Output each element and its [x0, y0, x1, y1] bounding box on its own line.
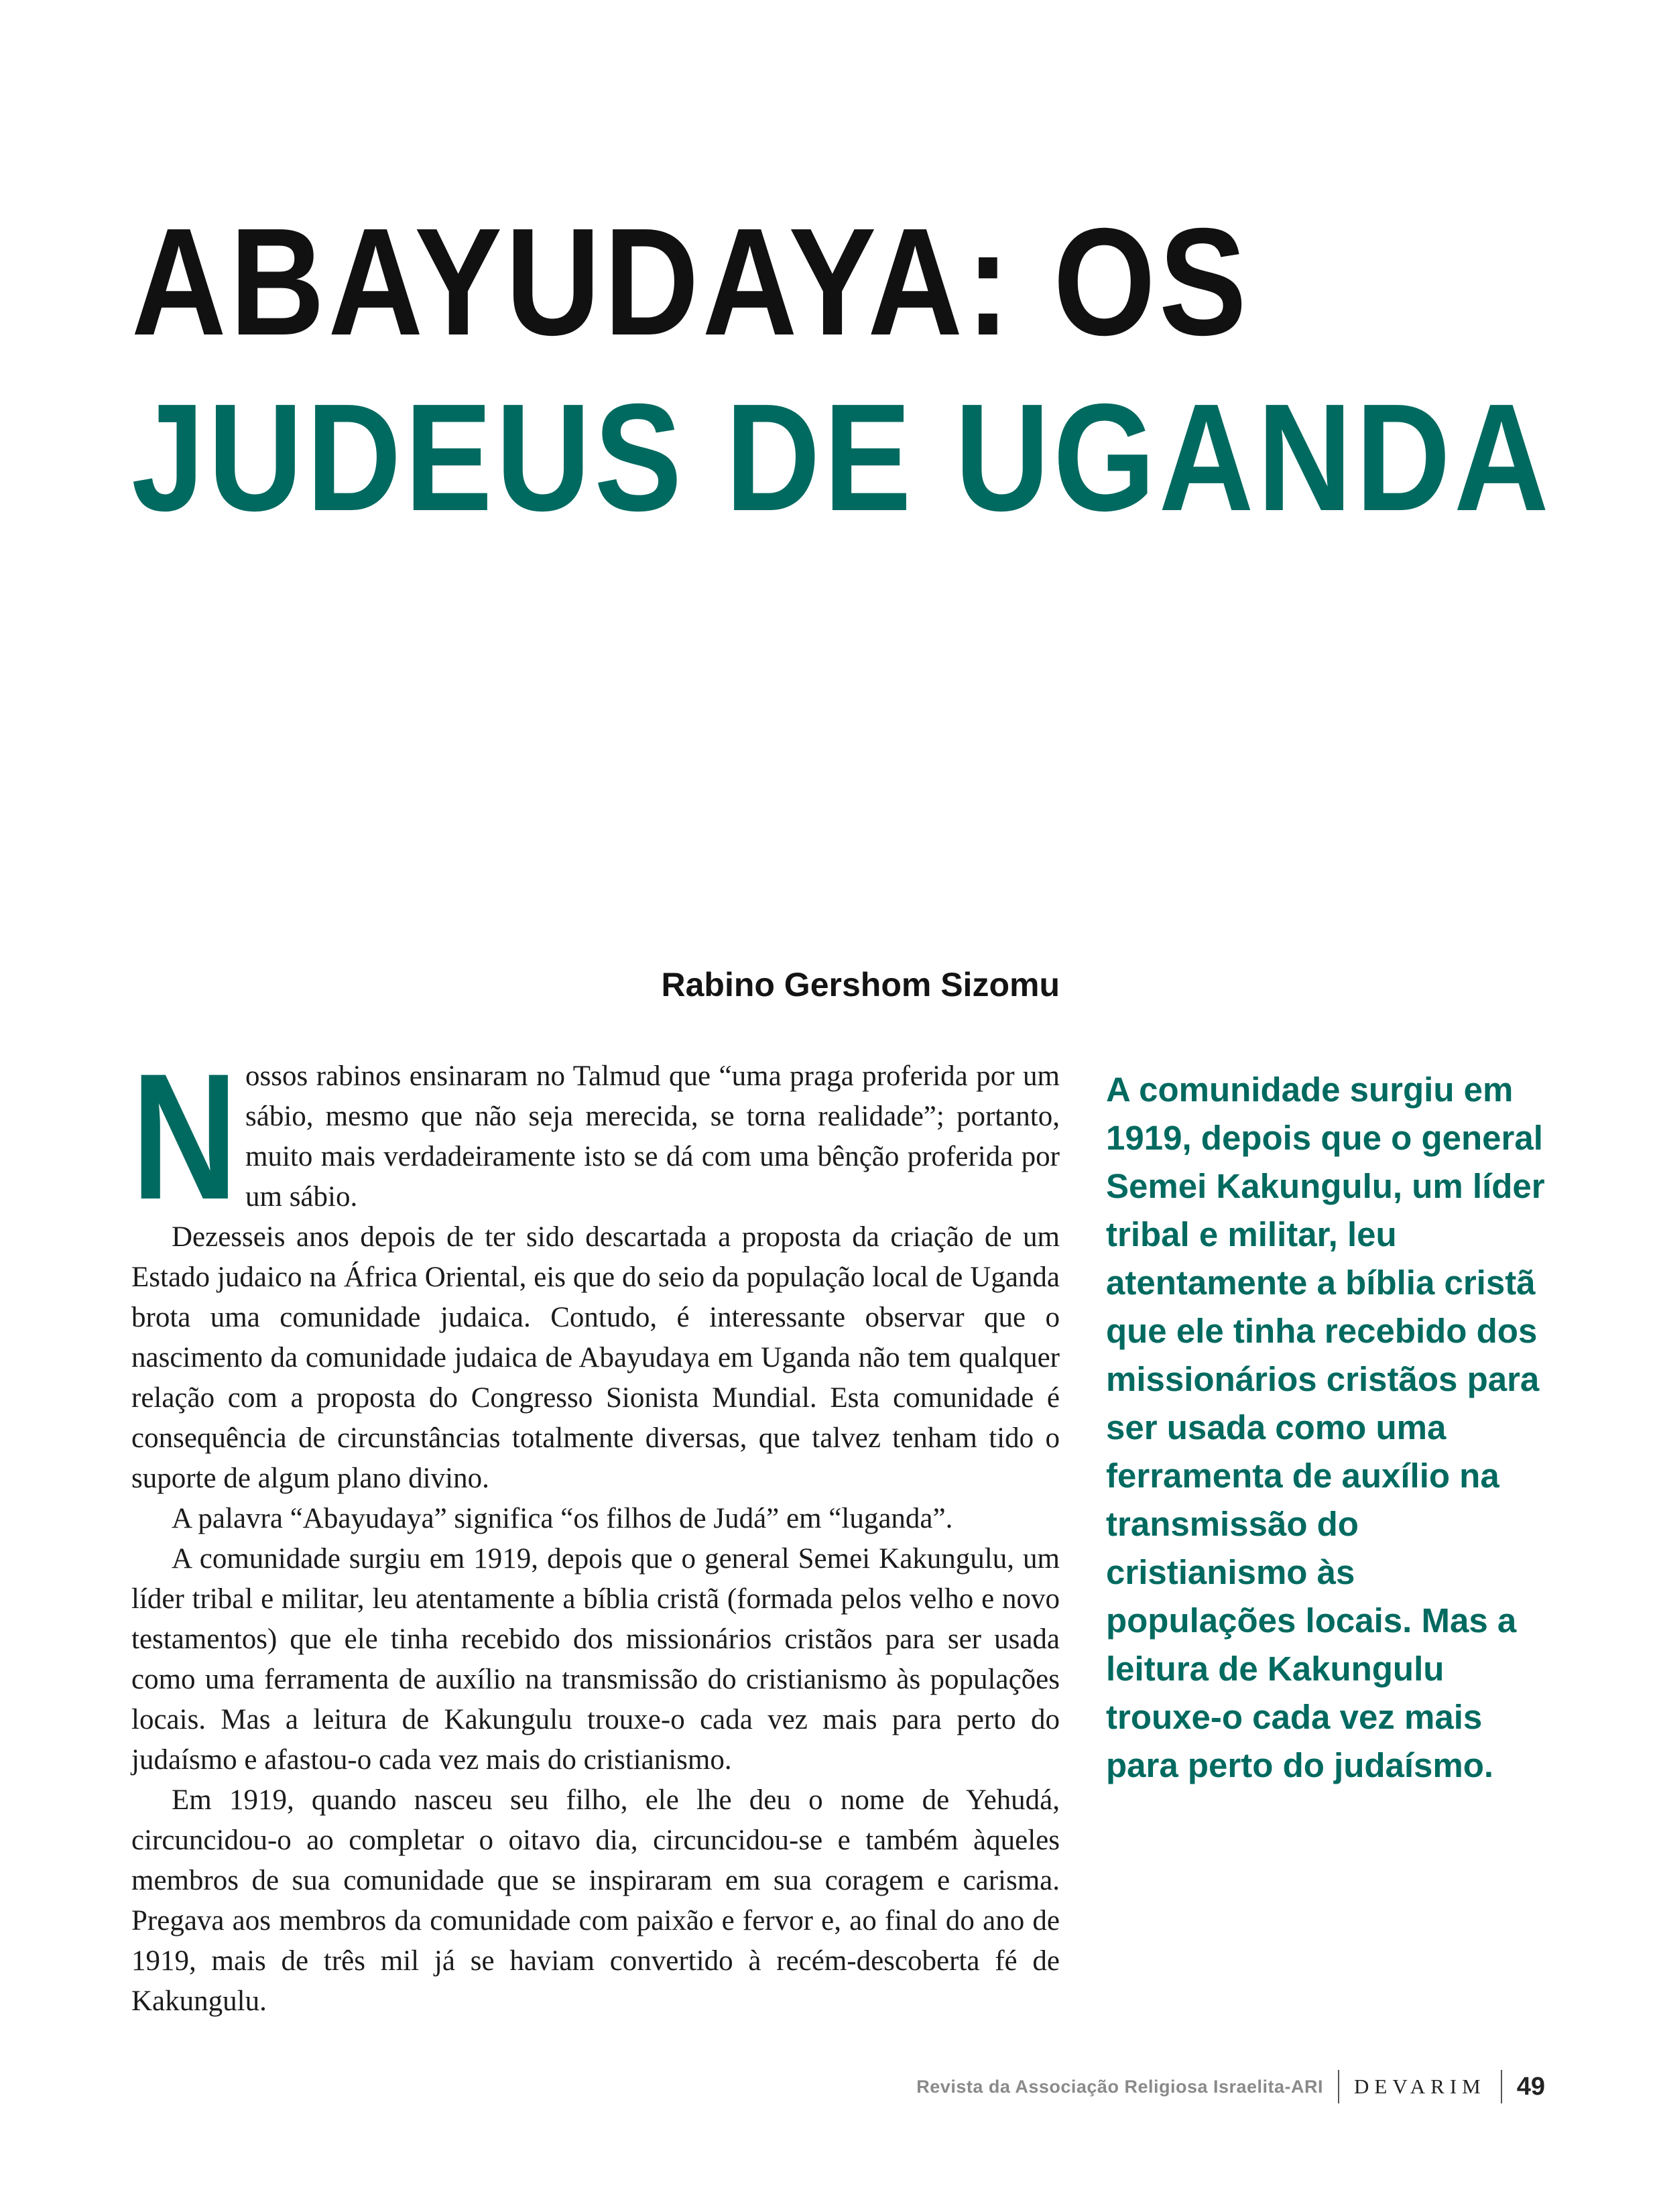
article-body	[131, 1036, 1060, 2022]
body-paragraph-1	[131, 1036, 1060, 1237]
publication-brand: DEVARIM	[1354, 2075, 1486, 2098]
body-paragraph-3: A palavra “Abayudaya” significa “os filhos de Judá” em “luganda”.	[172, 1503, 953, 1534]
author-byline: Rabino Gershom Sizomu	[661, 966, 1060, 1003]
drop-cap: N	[131, 1036, 238, 1237]
paragraph-text: ossos rabinos ensinaram no Talmud que “uma praga proferida por um sábio, mesmo que não seja merecida, se torna realidade”; portanto, muito mais verdadeiramente isto se dá com uma bênção proferida por um sábio.	[245, 1060, 1060, 1213]
body-paragraph-2: Dezesseis anos depois de ter sido descartada a proposta da criação de um Estado judaico na África Oriental, eis que do seio da população local de Uganda brota uma comunidade judaica. Contudo, é interessante observar que o nascimento da comunidade judaica de Abayudaya em Uganda não tem qualquer relação com a proposta do Congresso Sionista Mundial. Esta comunidade é consequência de circunstâncias totalmente diversas, que talvez tenham tido o suporte de algum plano divino.	[131, 1221, 1060, 1494]
magazine-name: Revista da Associação Religiosa Israelita-ARI	[916, 2076, 1324, 2097]
article-title	[131, 194, 1552, 546]
body-paragraph-4: A comunidade surgiu em 1919, depois que o general Semei Kakungulu, um líder tribal e militar, leu atentamente a bíblia cristã (formada pelos velho e novo testamentos) que ele tinha recebido dos missionários cristãos para ser usada como uma ferramenta de auxílio na transmissão do cristianismo às populações locais. Mas a leitura de Kakungulu trouxe-o cada vez mais para perto do judaísmo e afastou-o cada vez mais do cristianismo.	[131, 1543, 1060, 1776]
footer-divider	[1501, 2070, 1502, 2103]
title-line-1: ABAYUDAYA: OS	[131, 197, 1250, 367]
page-number: 49	[1516, 2072, 1545, 2101]
pull-quote: A comunidade surgiu em 1919, depois que o general Semei Kakungulu, um líder tribal e militar, leu atentamente a bíblia cristã que ele tinha recebido dos missionários cristãos para ser usada como uma ferramenta de auxílio na transmissão do cristianismo às populações locais. Mas a leitura de Kakungulu trouxe-o cada vez mais para perto do judaísmo.	[1106, 1070, 1545, 1784]
footer-divider	[1338, 2070, 1339, 2103]
title-line-2: JUDEUS DE UGANDA	[131, 373, 1552, 543]
body-paragraph-5: Em 1919, quando nasceu seu filho, ele lhe deu o nome de Yehudá, circuncidou-o ao completar o oitavo dia, circuncidou-se e também àqueles membros de sua comunidade que se inspiraram em sua coragem e carisma. Pregava aos membros da comunidade com paixão e fervor e, ao final do ano de 1919, mais de três mil já se haviam convertido à recém-descoberta fé de Kakungulu.	[131, 1784, 1060, 2017]
page-footer	[916, 2067, 1545, 2107]
